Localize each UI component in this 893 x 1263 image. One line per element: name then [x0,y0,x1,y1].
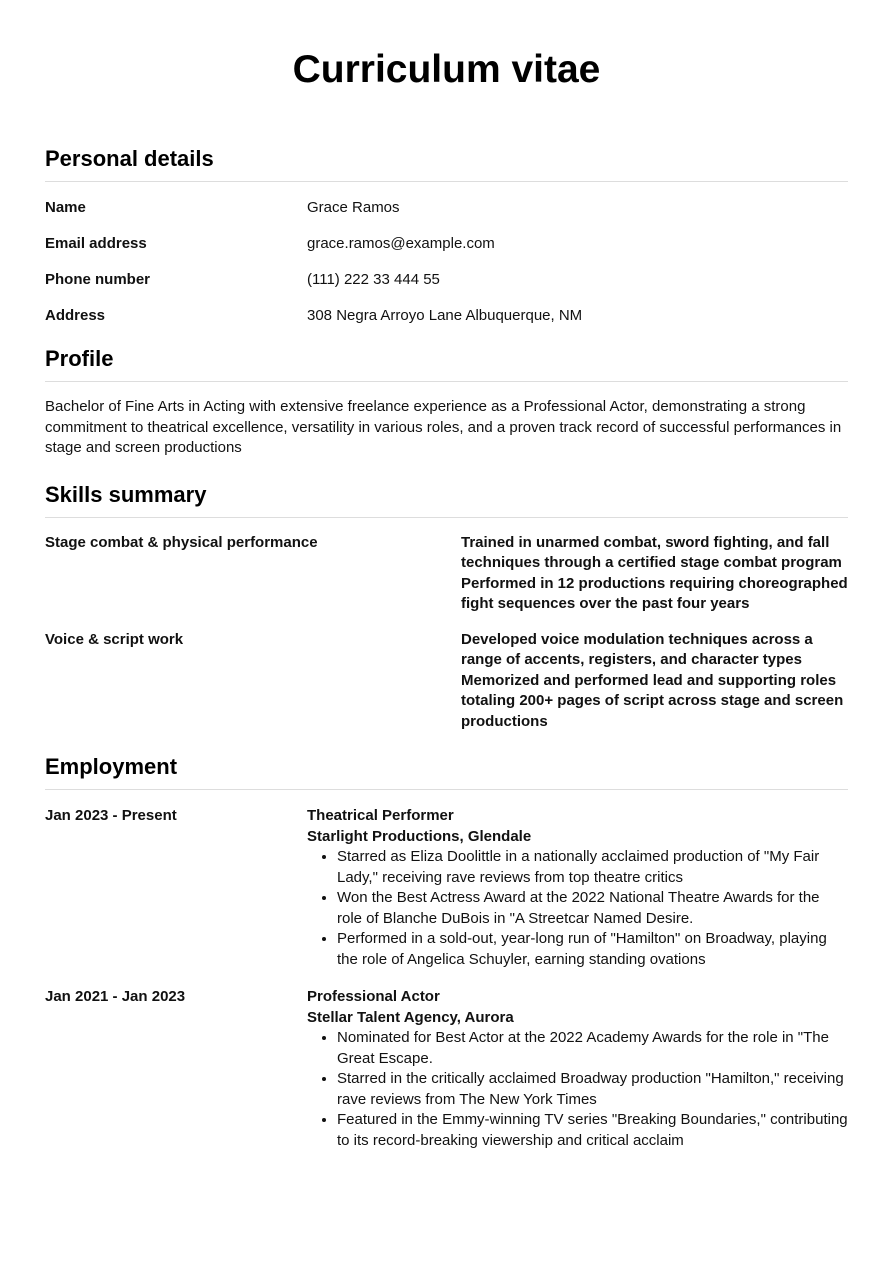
section-heading-personal: Personal details [45,146,848,182]
job-bullet-list [307,847,848,970]
job-dates: Jan 2021 - Jan 2023 [45,988,186,1005]
personal-row-email [45,234,848,254]
job-title: Theatrical Performer [307,807,454,824]
job-dates: Jan 2023 - Present [45,807,177,824]
job-bullet: • Nominated for Best Actor at the 2022 Academy Awards for the role in "The Great Escape. [337,1028,848,1069]
job-list [45,806,848,1151]
skill-description [461,533,848,615]
skill-name: Stage combat & physical performance [45,533,318,551]
job-bullet: • Starred as Eliza Doolittle in a nationally acclaimed production of "My Fair Lady," receiving rave reviews from top theatre critics [337,847,848,888]
profile-text: Bachelor of Fine Arts in Acting with extensive freelance experience as a Professional Actor, demonstrating a strong commitment to theatrical excellence, versatility in various roles, and a proven track record of successful performances in stage and screen productions [45,398,842,456]
job-company: Starlight Productions, Glendale [307,827,532,845]
job-title: Professional Actor [307,988,440,1005]
job-details [307,806,848,970]
skill-line: Developed voice modulation techniques across a range of accents, registers, and character types [461,630,813,668]
field-value: grace.ramos@example.com [307,235,495,252]
field-label: Phone number [45,271,151,288]
field-value: Grace Ramos [307,199,400,216]
skill-line: Memorized and performed lead and supporting roles totaling 200+ pages of script across stage and screen productions [461,671,844,730]
field-value: 308 Negra Arroyo Lane Albuquerque, NM [307,307,583,324]
section-heading-profile: Profile [45,346,848,382]
skill-line: Performed in 12 productions requiring choreographed fight sequences over the past four years [461,574,848,612]
skill-item [45,630,848,733]
job-bullet: • Performed in a sold-out, year-long run of "Hamilton" on Broadway, playing the role of Angelica Schuyler, earning standing ovations [337,929,848,970]
personal-details-section [45,146,848,326]
job-bullet: • Starred in the critically acclaimed Broadway production "Hamilton," receiving rave reviews from The New York Times [337,1069,848,1110]
personal-details-list [45,198,848,326]
field-label: Email address [45,235,147,252]
personal-row-name [45,198,848,218]
skills-section [45,482,848,733]
job-entry [45,987,848,1151]
profile-section [45,346,848,459]
skills-list [45,533,848,733]
personal-row-phone [45,270,848,290]
section-heading-skills: Skills summary [45,482,848,518]
job-details [307,987,848,1151]
field-label: Address [45,307,106,324]
field-label: Name [45,199,86,216]
field-value: (111) 222 33 444 55 [307,271,440,288]
personal-row-address [45,306,848,326]
skill-description [461,630,848,733]
job-company: Stellar Talent Agency, Aurora [307,1008,514,1026]
skill-item [45,533,848,615]
employment-section [45,754,848,1151]
skill-name: Voice & script work [45,630,184,648]
job-bullet: • Won the Best Actress Award at the 2022 National Theatre Awards for the role of Blanche DuBois in "A Streetcar Named Desire. [337,888,848,929]
skill-line: Trained in unarmed combat, sword fighting, and fall techniques through a certified stage combat program [461,533,842,571]
job-bullet: • Featured in the Emmy-winning TV series "Breaking Boundaries," contributing to its record-breaking viewership and critical acclaim [337,1110,848,1151]
document-title: Curriculum vitae [292,48,601,91]
job-entry [45,806,848,970]
job-bullet-list [307,1028,848,1151]
section-heading-employment: Employment [45,754,848,790]
